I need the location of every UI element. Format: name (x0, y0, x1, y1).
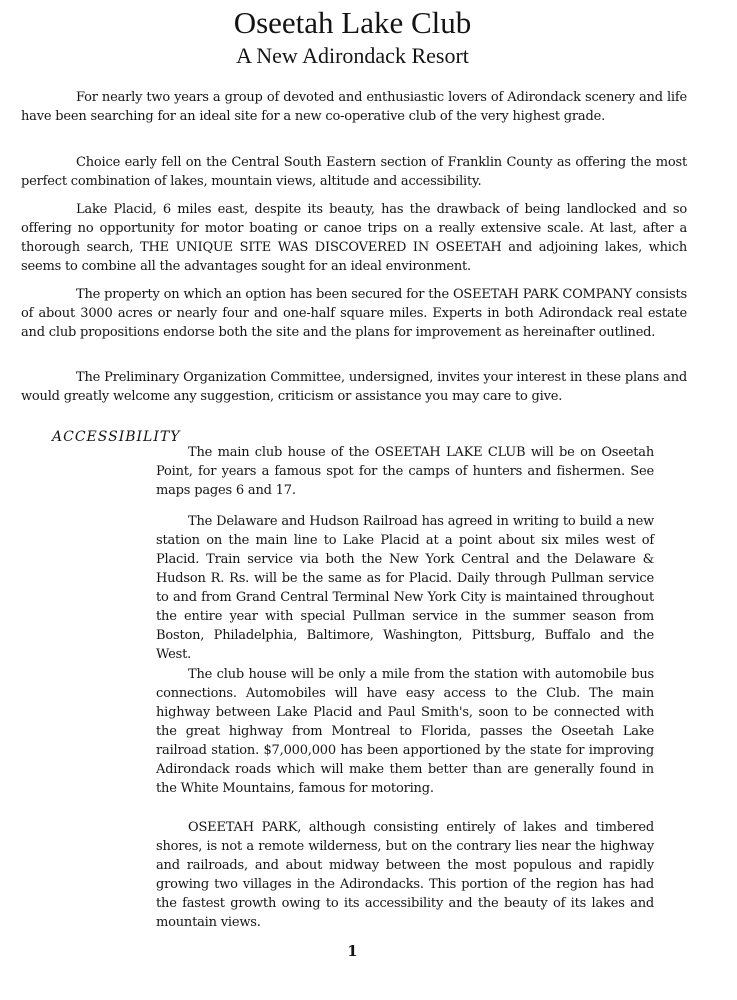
page-title: Oseetah Lake Club (233, 5, 472, 40)
accessibility-paragraph: The Delaware and Hudson Railroad has agreed in writing to build a new station on the main line to Lake Placid at a point about six miles west of Placid. Train service via both the New York Central and the Delaware & Hudson R. Rs. will be the same as for Placid. Daily through Pullman service to and from Grand Central Terminal New York City is maintained throughout the entire year with special Pullman service in the summer season from Boston, Philadelphia, Baltimore, Washington, Pittsburg, Buffalo and the West. (156, 514, 654, 662)
intro-paragraph: Choice early fell on the Central South Eastern section of Franklin County as offering the most perfect combination of lakes, mountain views, altitude and accessibility. (21, 155, 687, 189)
intro-paragraph: Lake Placid, 6 miles east, despite its beauty, has the drawback of being landlocked and so offering no opportunity for motor boating or canoe trips on a really extensive scale. At last, after a thorough search, THE UNIQUE SITE WAS DISCOVERED IN OSEETAH and adjoining lakes, which seems to combine all the advantages sought for an ideal environment. (21, 202, 687, 274)
page-number: 1 (347, 942, 358, 960)
section-heading-accessibility: ACCESSIBILITY (52, 429, 181, 445)
intro-paragraph: For nearly two years a group of devoted and enthusiastic lovers of Adirondack scenery and life have been searching for an ideal site for a new co-operative club of the very highest grade. (21, 90, 687, 124)
intro-paragraph: The property on which an option has been secured for the OSEETAH PARK COMPANY consists of about 3000 acres or nearly four and one-half square miles. Experts in both Adirondack real estate and club propositions endorse both the site and the plans for improvement as hereinafter outlined. (21, 287, 687, 340)
accessibility-paragraph: The main club house of the OSEETAH LAKE CLUB will be on Oseetah Point, for years a famous spot for the camps of hunters and fishermen. See maps pages 6 and 17. (156, 445, 654, 498)
page-subtitle: A New Adirondack Resort (236, 43, 469, 68)
intro-paragraph: The Preliminary Organization Committee, undersigned, invites your interest in these plans and would greatly welcome any suggestion, criticism or assistance you may care to give. (21, 370, 687, 404)
accessibility-paragraph: OSEETAH PARK, although consisting entirely of lakes and timbered shores, is not a remote wilderness, but on the contrary lies near the highway and railroads, and about midway between the most populous and rapidly growing two villages in the Adirondacks. This portion of the region has had the fastest growth owing to its accessibility and the beauty of its lakes and mountain views. (156, 820, 654, 930)
accessibility-paragraph: The club house will be only a mile from the station with automobile bus connections. Automobiles will have easy access to the Club. The main highway between Lake Placid and Paul Smith's, soon to be connected with the great highway from Montreal to Florida, passes the Oseetah Lake railroad station. $7,000,000 has been apportioned by the state for improving Adirondack roads which will make them better than are generally found in the White Mountains, famous for motoring. (156, 667, 654, 796)
